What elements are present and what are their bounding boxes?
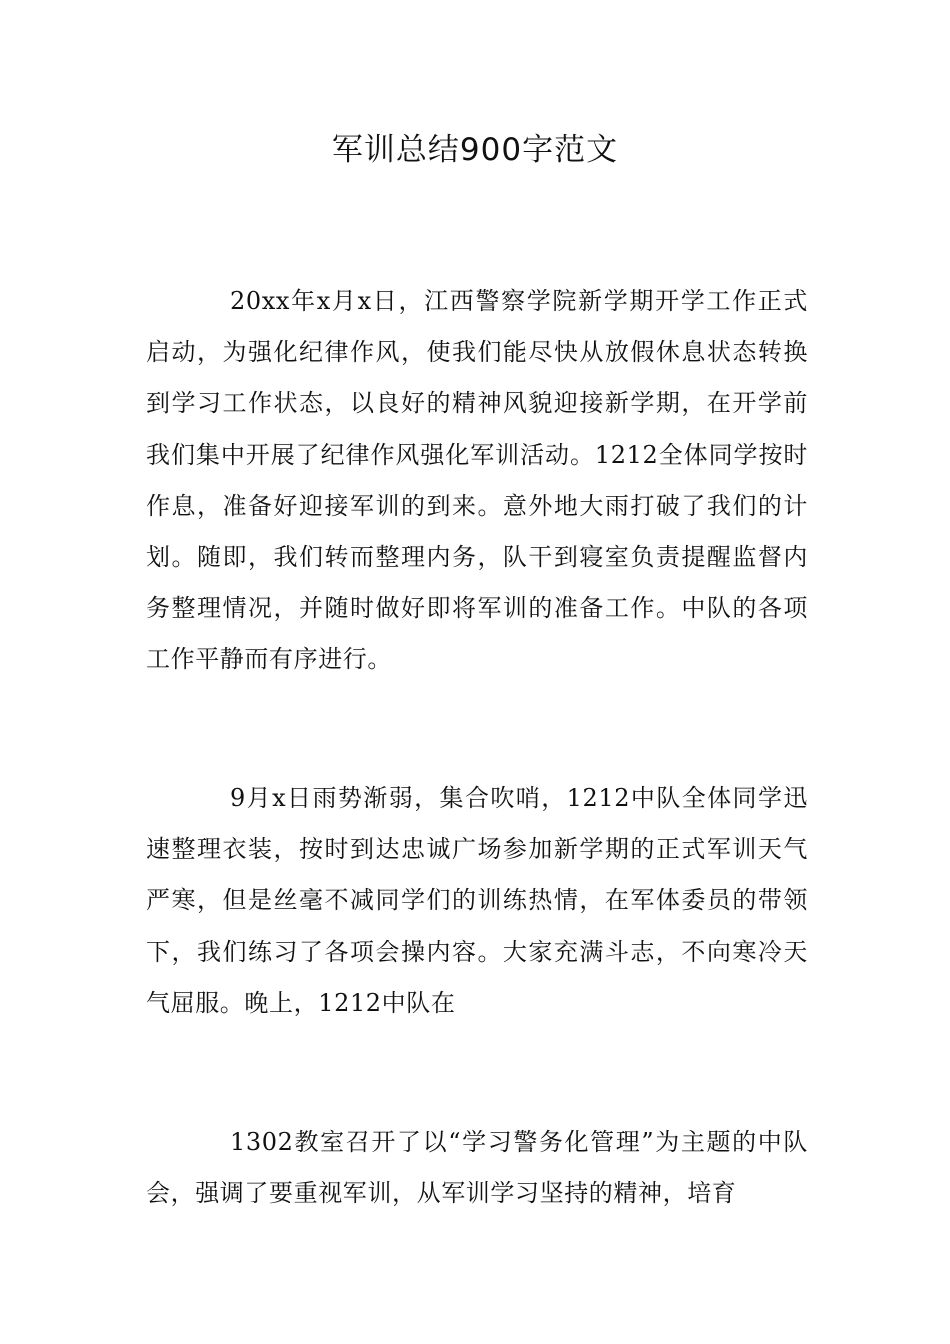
document-title: 军训总结900字范文: [331, 132, 619, 168]
paragraph-3: 1302教室召开了以“学习警务化管理”为主题的中队会，强调了要重视军训，从军训学习坚持的精神，培育: [146, 1128, 808, 1208]
paragraph-1: 20xx年x月x日，江西警察学院新学期开学工作正式启动，为强化纪律作风，使我们能尽快从放假休息状态转换到学习工作状态，以良好的精神风貌迎接新学期，在开学前我们集中开展了纪律作风强化军训活动。1212全体同学按时作息，准备好迎接军训的到来。意外地大雨打破了我们的计划。随即，我们转而整理内务，队干到寝室负责提醒监督内务整理情况，并随时做好即将军训的准备工作。中队的各项工作平静而有序进行。: [146, 287, 808, 674]
paragraph-2: 9月x日雨势渐弱，集合吹哨，1212中队全体同学迅速整理衣装，按时到达忠诚广场参加新学期的正式军训天气严寒，但是丝毫不减同学们的训练热情，在军体委员的带领下，我们练习了各项会操内容。大家充满斗志，不向寒冷天气屈服。晚上，1212中队在: [146, 784, 808, 1017]
